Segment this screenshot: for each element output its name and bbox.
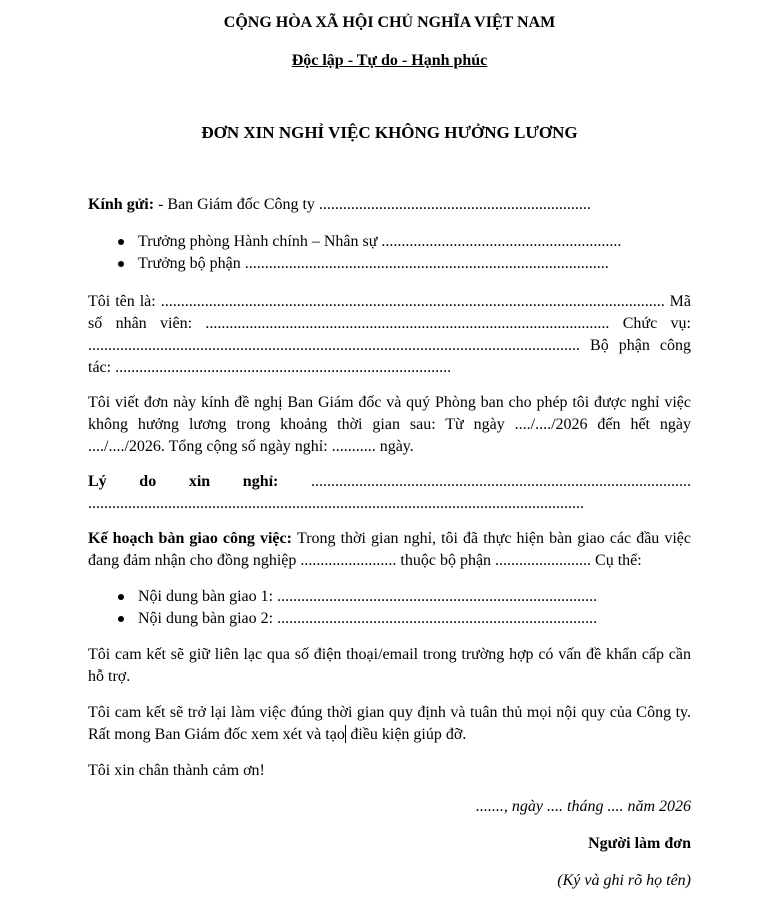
list-item xyxy=(118,608,691,630)
commitment-contact-paragraph: Tôi cam kết sẽ giữ liên lạc qua số điện thoại/email trong trường hợp có vấn đề khẩn cấp cần hỗ trợ. xyxy=(88,646,691,685)
commitment-return-after-cursor: điều kiện giúp đỡ. xyxy=(346,726,467,743)
bullet-icon xyxy=(118,261,124,267)
thanks-line: Tôi xin chân thành cảm ơn! xyxy=(88,762,265,779)
signer-title: Người làm đơn xyxy=(588,835,691,852)
personal-info-paragraph: Tôi tên là: .............................................................................................................................. Mã số nhân viên: ..................................................................................................... Chức vụ: ........................................................................................................................... Bộ phận công tác: .................................................................................... xyxy=(88,293,691,376)
list-item xyxy=(118,586,691,608)
handover-label: Kế hoạch bàn giao công việc: xyxy=(88,530,297,547)
reason-blank: ............................................................................................... ............................................................................................................................ xyxy=(88,473,691,512)
signature-instruction: (Ký và ghi rõ họ tên) xyxy=(557,872,691,889)
leave-request-paragraph: Tôi viết đơn này kính đề nghị Ban Giám đốc và quý Phòng ban cho phép tôi được nghỉ việc không hưởng lương trong khoảng thời gian sau: Từ ngày ..../..../2026 đến hết ngày ..../..../2026. Tổng cộng số ngày nghỉ: ........... ngày. xyxy=(88,394,691,455)
recipients-line xyxy=(88,194,691,216)
list-item xyxy=(118,253,691,275)
document-content xyxy=(88,0,691,892)
national-motto: Độc lập - Tự do - Hạnh phúc xyxy=(291,52,488,69)
bullet-icon xyxy=(118,594,124,600)
recipient-item-label: Trưởng phòng Hành chính – Nhân sự ............................................................ xyxy=(138,233,622,250)
handover-item-label: Nội dung bàn giao 1: ................................................................................ xyxy=(138,588,598,605)
reason-paragraph xyxy=(88,471,691,515)
bullet-icon xyxy=(118,239,124,245)
bullet-icon xyxy=(118,616,124,622)
commitment-return-paragraph xyxy=(88,702,691,746)
commitment-return-before-cursor: Tôi cam kết sẽ trở lại làm việc đúng thời gian quy định và tuân thủ mọi nội quy của Công ty. Rất mong Ban Giám đốc xem xét và tạo xyxy=(88,704,691,743)
handover-list xyxy=(118,586,691,630)
list-item xyxy=(118,231,691,253)
national-header: CỘNG HÒA XÃ HỘI CHỦ NGHĨA VIỆT NAM xyxy=(223,14,556,31)
recipients-list xyxy=(118,231,691,275)
document-title: ĐƠN XIN NGHỈ VIỆC KHÔNG HƯỞNG LƯƠNG xyxy=(201,123,578,142)
reason-label: Lý do xin nghỉ: xyxy=(88,473,311,490)
handover-item-label: Nội dung bàn giao 2: ................................................................................ xyxy=(138,610,598,627)
recipient-item-label: Trưởng bộ phận ........................................................................................... xyxy=(138,255,609,272)
signature-date-line: ......., ngày .... tháng .... năm 2026 xyxy=(475,798,691,815)
recipients-label: Kính gửi: xyxy=(88,196,155,213)
recipients-text: - Ban Giám đốc Công ty .................................................................... xyxy=(154,196,591,213)
handover-paragraph xyxy=(88,528,691,572)
handover-text: Trong thời gian nghỉ, tôi đã thực hiện bàn giao các đầu việc đang đảm nhận cho đồng nghiệp ........................ thuộc bộ phận ........................ Cụ thể: xyxy=(88,530,691,569)
signature-block xyxy=(88,796,691,892)
